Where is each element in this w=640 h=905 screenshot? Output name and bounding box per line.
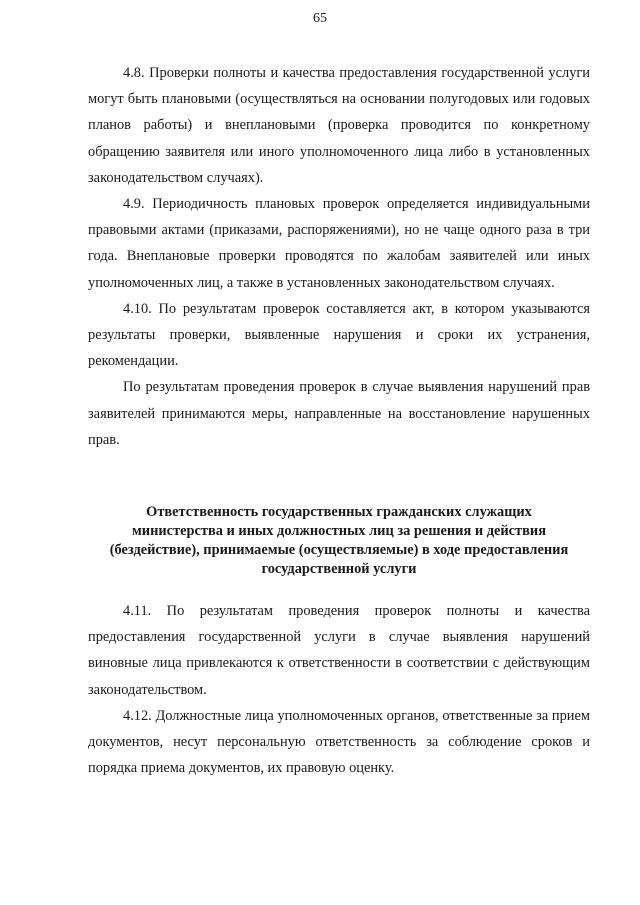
section-inspections [88,60,590,453]
paragraph-4-12: 4.12. Должностные лица уполномоченных органов, ответственные за прием документов, несут персональную ответственность за соблюдение сроков и порядка приема документов, их правовую оценку. [88,707,590,777]
paragraph-4-8: 4.8. Проверки полноты и качества предоставления государственной услуги могут быть плановыми (осуществляться на основании полугодовых или годовых планов работы) и внеплановыми (проверка проводится по конкретному обращению заявителя или иного уполномоченного лица либо в установленных законодательством случаях). [88,65,590,186]
section-heading: Ответственность государственных гражданских служащих министерства и иных должностных лиц за решения и действия (бездействие), принимаемые (осуществляемые) в ходе предоставления государственной услуги [109,504,569,577]
paragraph-4-10: 4.10. По результатам проверок составляется акт, в котором указываются результаты проверки, выявленные нарушения и сроки их устранения, рекомендации. [88,300,590,370]
paragraph-restoration: По результатам проведения проверок в случае выявления нарушений прав заявителей принимаются меры, направленные на восстановление нарушенных прав. [88,379,590,448]
page-number: 65 [313,11,327,26]
paragraph-4-9: 4.9. Периодичность плановых проверок определяется индивидуальными правовыми актами (приказами, распоряжениями), но не чаще одного раза в три года. Внеплановые проверки проводятся по жалобам заявителей или иных уполномоченных лиц, а также в установленных законодательством случаях. [88,196,590,291]
section-responsibility [88,598,590,781]
paragraph-4-11: 4.11. По результатам проведения проверок полноты и качества предоставления государственной услуги в случае выявления нарушений виновные лица привлекаются к ответственности в соответствии с действующим законодательством. [88,603,590,698]
